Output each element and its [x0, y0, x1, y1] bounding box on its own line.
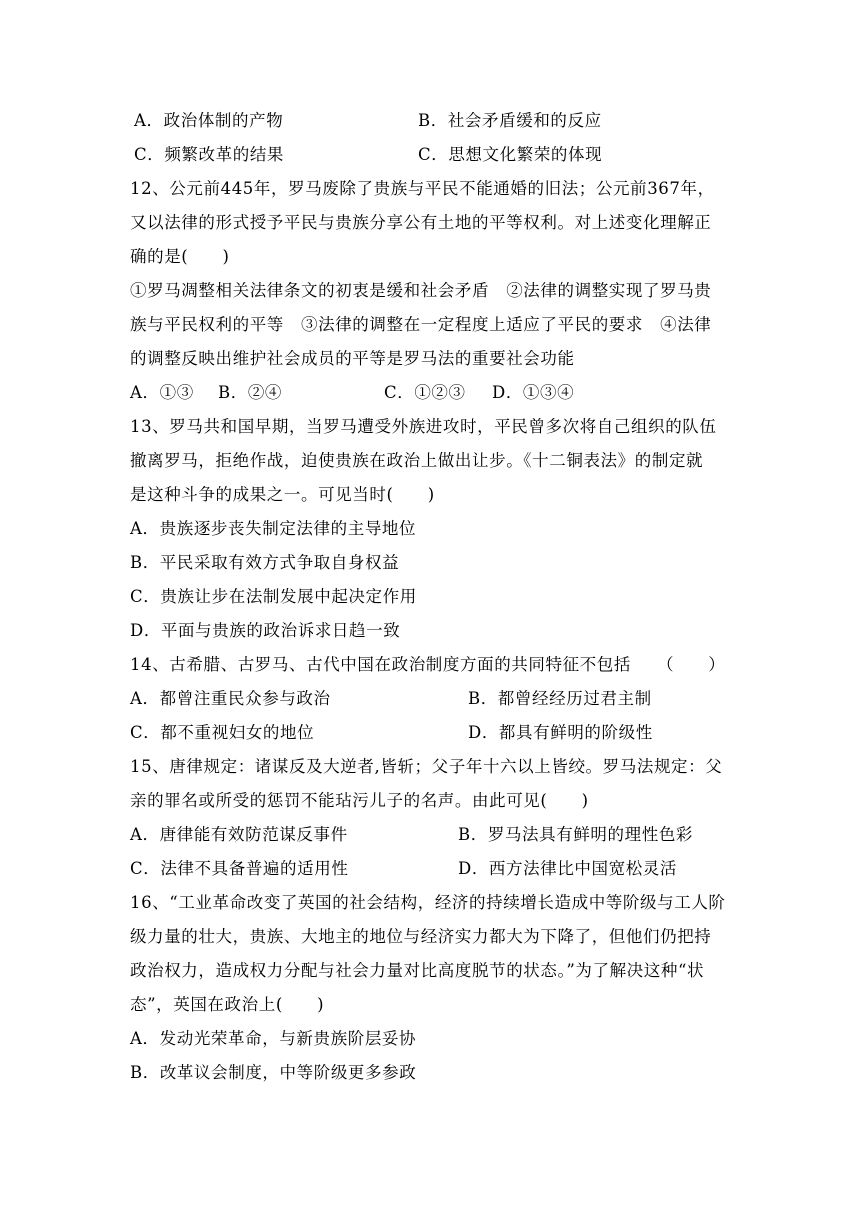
q14-option-c: C．都不重视妇女的地位	[130, 723, 315, 742]
q12-statements-line-3: 的调整反映出维护社会成员的平等是罗马法的重要社会功能	[130, 349, 575, 368]
q16-stem-line-2: 级力量的壮大，贵族、大地主的地位与经济实力都大为下降了，但他们仍把持	[130, 927, 712, 946]
q14-option-a: A．都曾注重民众参与政治	[130, 689, 331, 708]
q13-stem-line-3: 是这种斗争的成果之一。可见当时( )	[130, 485, 435, 504]
q13-stem-line-1: 13、罗马共和国早期，当罗马遭受外族进攻时，平民曾多次将自己组织的队伍	[130, 417, 717, 436]
q11-option-a: A．政治体制的产物	[134, 111, 284, 130]
q15-stem-line-2: 亲的罪名或所受的惩罚不能玷污儿子的名声。由此可见( )	[130, 791, 589, 810]
q16-option-b: B．改革议会制度，中等阶级更多参政	[130, 1063, 417, 1082]
q12-option-b: B．②④	[218, 383, 283, 402]
q15-option-c: C．法律不具备普遍的适用性	[130, 859, 349, 878]
q14-stem: 14、古希腊、古罗马、古代中国在政治制度方面的共同特征不包括 （ ）	[130, 655, 726, 674]
q16-option-a: A．发动光荣革命，与新贵族阶层妥协	[130, 1029, 417, 1048]
q13-option-d: D．平面与贵族的政治诉求日趋一致	[130, 621, 401, 640]
q16-stem-line-4: 态”，英国在政治上( )	[130, 995, 325, 1014]
q12-option-d: D．①③④	[492, 383, 575, 402]
q15-stem-line-1: 15、唐律规定：诸谋反及大逆者,皆斩；父子年十六以上皆绞。罗马法规定：父	[130, 757, 723, 776]
q14-option-d: D．都具有鲜明的阶级性	[468, 723, 653, 742]
q11-option-d: C．思想文化繁荣的体现	[418, 145, 603, 164]
q12-option-c: C．①②③	[384, 383, 466, 402]
q14-option-b: B．都曾经经历过君主制	[468, 689, 652, 708]
q16-stem-line-3: 政治权力，造成权力分配与社会力量对比高度脱节的状态。”为了解决这种“状	[130, 961, 705, 980]
q12-stem-line-1: 12、公元前445年，罗马废除了贵族与平民不能通婚的旧法；公元前367年，	[130, 179, 715, 198]
q12-statements-line-1: ①罗马凋整相关法律条文的初衷是缓和社会矛盾 ②法律的调整实现了罗马贵	[130, 281, 712, 300]
q13-stem-line-2: 撤离罗马，拒绝作战，迫使贵族在政治上做出让步。《十二铜表法》的制定就	[130, 451, 704, 470]
q13-option-c: C．贵族让步在法制发展中起决定作用	[130, 587, 417, 606]
q12-statements-line-2: 族与平民权利的平等 ③法律的调整在一定程度上适应了平民的要求 ④法律	[130, 315, 712, 334]
q15-option-b: B．罗马法具有鲜明的理性色彩	[458, 825, 694, 844]
q11-option-b: B．社会矛盾缓和的反应	[418, 111, 602, 130]
q12-stem-line-2: 又以法律的形式授予平民与贵族分享公有土地的平等权利。对上述变化理解正	[130, 213, 712, 232]
q13-option-b: B．平民采取有效方式争取自身权益	[130, 553, 400, 572]
q12-option-a: A．①③	[130, 383, 194, 402]
q11-option-c: C．频繁改革的结果	[134, 145, 285, 164]
q16-stem-line-1: 16、“工业革命改变了英国的社会结构，经济的持续增长造成中等阶级与工人阶	[130, 893, 726, 912]
q15-option-d: D．西方法律比中国宽松灵活	[458, 859, 678, 878]
q13-option-a: A．贵族逐步丧失制定法律的主导地位	[130, 519, 417, 538]
q15-option-a: A．唐律能有效防范谋反事件	[130, 825, 348, 844]
q12-stem-line-3: 确的是( )	[130, 247, 230, 266]
